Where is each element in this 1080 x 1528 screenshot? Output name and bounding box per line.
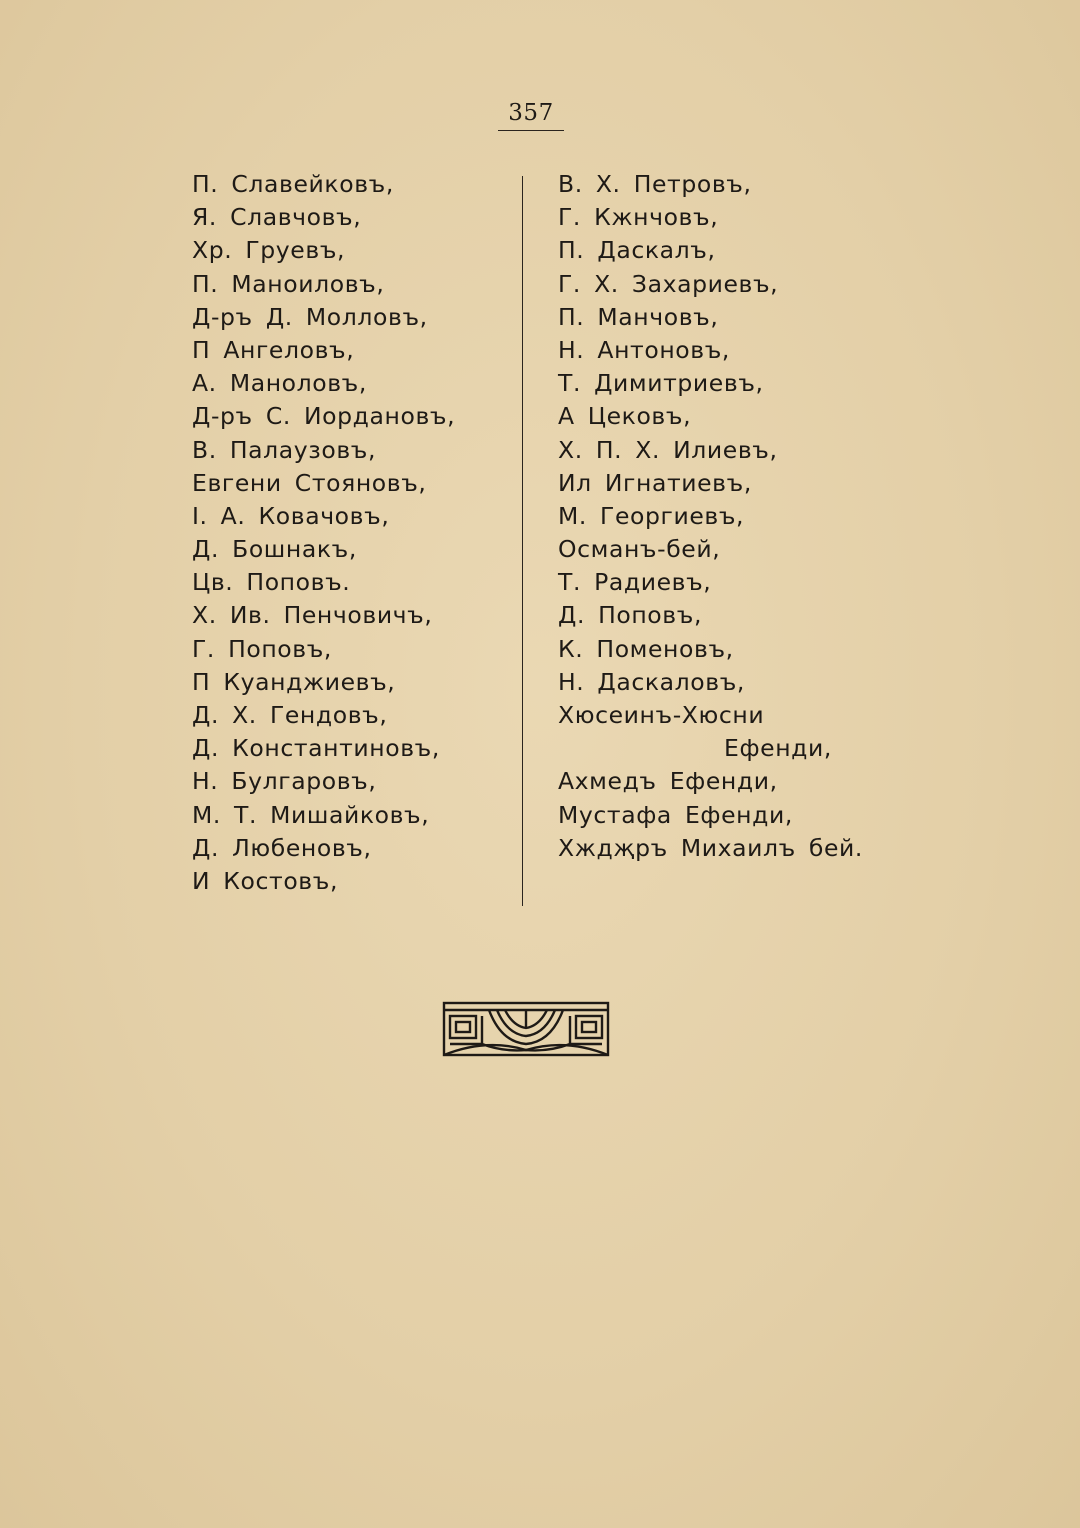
- name-entry: Османъ-бей,: [558, 535, 721, 564]
- name-entry: Н. Даскаловъ,: [558, 667, 746, 696]
- name-entry: Г. Кжнчовъ,: [558, 203, 719, 232]
- name-entry: Т. Радиевъ,: [558, 568, 712, 597]
- name-entry: Цв. Поповъ.: [192, 568, 351, 597]
- name-entry: Ахмедъ Ефенди,: [558, 767, 778, 796]
- name-entry: Д. Константиновъ,: [192, 734, 440, 763]
- name-entry: В. Палаузовъ,: [192, 435, 377, 464]
- name-entry: Мустафа Ефенди,: [558, 800, 793, 829]
- name-entry: Ефенди,: [724, 734, 832, 763]
- name-entry: Д-ръ С. Иордановъ,: [192, 402, 456, 431]
- name-entry: П. Славейковъ,: [192, 170, 394, 198]
- art-nouveau-tailpiece-ornament-icon: [441, 998, 611, 1060]
- name-entry: И Костовъ,: [192, 866, 339, 895]
- name-entry: Н. Булгаровъ,: [192, 767, 377, 796]
- names-column-right: [558, 168, 863, 865]
- name-entry: Т. Димитриевъ,: [558, 369, 764, 398]
- name-entry: Д. Х. Гендовъ,: [192, 701, 388, 729]
- name-entry: П Куанджиевъ,: [192, 667, 396, 696]
- name-entry: I. А. Ковачовъ,: [192, 501, 390, 530]
- name-entry: Хюсеинъ-Хюсни: [558, 701, 765, 729]
- column-divider: [522, 176, 523, 906]
- name-entry: Д. Любеновъ,: [192, 833, 372, 862]
- name-entry: Евгени Стояновъ,: [192, 468, 427, 497]
- name-entry: Я. Славчовъ,: [192, 203, 362, 232]
- name-entry: А. Маноловъ,: [192, 369, 367, 398]
- name-entry: Д. Поповъ,: [558, 601, 703, 630]
- name-entry: П Ангеловъ,: [192, 335, 355, 364]
- name-entry: Х. Ив. Пенчовичъ,: [192, 601, 433, 630]
- name-entry: Д. Бошнакъ,: [192, 535, 357, 564]
- name-entry: Г. Х. Захариевъ,: [558, 269, 779, 298]
- name-entry: Хр. Груевъ,: [192, 236, 346, 265]
- name-entry: Д-ръ Д. Молловъ,: [192, 302, 428, 331]
- page-number: 357: [498, 100, 564, 131]
- name-entry: В. Х. Петровъ,: [558, 170, 752, 198]
- names-column-left: [192, 168, 512, 898]
- name-entry: П. Даскалъ,: [558, 236, 716, 265]
- name-entry: А Цековъ,: [558, 402, 692, 431]
- name-entry: П. Манчовъ,: [558, 302, 719, 331]
- name-entry: Х. П. Х. Илиевъ,: [558, 435, 778, 464]
- name-entry: Г. Поповъ,: [192, 634, 332, 663]
- name-entry: М. Георгиевъ,: [558, 501, 745, 530]
- name-entry: Н. Антоновъ,: [558, 335, 730, 364]
- name-entry: П. Маноиловъ,: [192, 269, 385, 298]
- name-entry: К. Поменовъ,: [558, 634, 734, 663]
- name-entry: М. Т. Мишайковъ,: [192, 800, 430, 829]
- name-entry: Ил Игнатиевъ,: [558, 468, 752, 497]
- name-entry: Хждҗръ Михаилъ бей.: [558, 833, 863, 862]
